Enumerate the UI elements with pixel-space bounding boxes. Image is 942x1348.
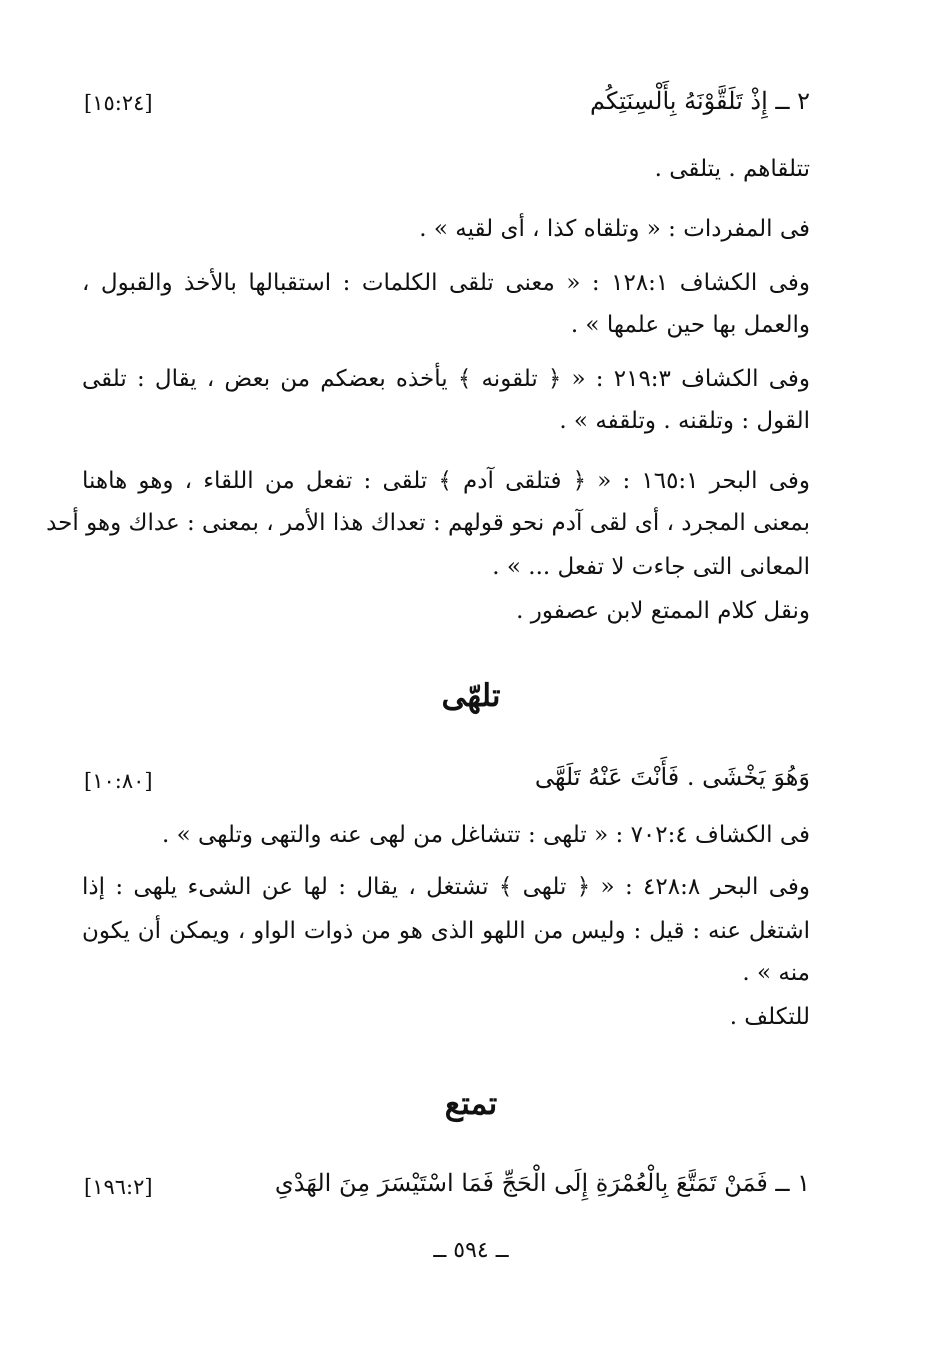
section-heading: تلهّى <box>441 678 501 714</box>
text-line: بمعنى المجرد ، أى لقى آدم نحو قولهم : تعداك هذا الأمر ، بمعنى : عداك وهو أحد <box>46 510 810 536</box>
text-line: القول : وتلقنه . وتلقفه » . <box>559 408 810 434</box>
verse-reference: [١٥:٢٤] <box>84 91 153 115</box>
page-number: ــ ٥٩٤ ــ <box>433 1238 509 1263</box>
verse-line: ١ ــ فَمَنْ تَمَتَّعَ بِالْعُمْرَةِ إِلَى الْحَجِّ فَمَا اسْتَيْسَرَ مِنَ الهَدْىِ <box>274 1169 810 1197</box>
text-line: فى المفردات : « وتلقاه كذا ، أى لقيه » . <box>419 216 810 242</box>
text-line: وفى البحر ٤٢٨:٨ : « ﴿ تلهى ﴾ تشتغل ، يقال : لها عن الشىء يلهى : إذا <box>82 874 810 900</box>
verse-line: وَهُوَ يَخْشَى . فَأَنْتَ عَنْهُ تَلَهَّى <box>534 763 810 791</box>
text-line: والعمل بها حين علمها » . <box>570 312 810 338</box>
text-line: تتلقاهم . يتلقى . <box>654 156 810 182</box>
text-line: وفى البحر ١٦٥:١ : « ﴿ فتلقى آدم ﴾ تلقى : تفعل من اللقاء ، وهو هاهنا <box>82 468 810 494</box>
section-heading: تمتع <box>444 1086 498 1122</box>
verse-line: ٢ ــ إِذْ تَلَقَّوْنَهُ بِأَلْسِنَتِكُم <box>590 87 810 115</box>
text-line: فى الكشاف ٧٠٢:٤ : « تلهى : تتشاغل من لهى عنه والتهى وتلهى » . <box>162 822 810 848</box>
text-line: وفى الكشاف ٢١٩:٣ : « ﴿ تلقونه ﴾ يأخذه بعضكم من بعض ، يقال : تلقى <box>82 366 810 392</box>
text-line: للتكلف . <box>729 1004 810 1030</box>
verse-reference: [١٠:٨٠] <box>84 769 153 793</box>
text-line: اشتغل عنه : قيل : وليس من اللهو الذى هو من ذوات الواو ، ويمكن أن يكون <box>82 918 810 944</box>
text-line: المعانى التى جاءت لا تفعل ... » . <box>492 554 810 580</box>
text-line: ونقل كلام الممتع لابن عصفور . <box>516 598 810 624</box>
text-line: وفى الكشاف ١٢٨:١ : « معنى تلقى الكلمات : استقبالها بالأخذ والقبول ، <box>82 270 810 296</box>
text-line: منه » . <box>742 960 810 986</box>
verse-reference: [١٩٦:٢] <box>84 1175 153 1199</box>
